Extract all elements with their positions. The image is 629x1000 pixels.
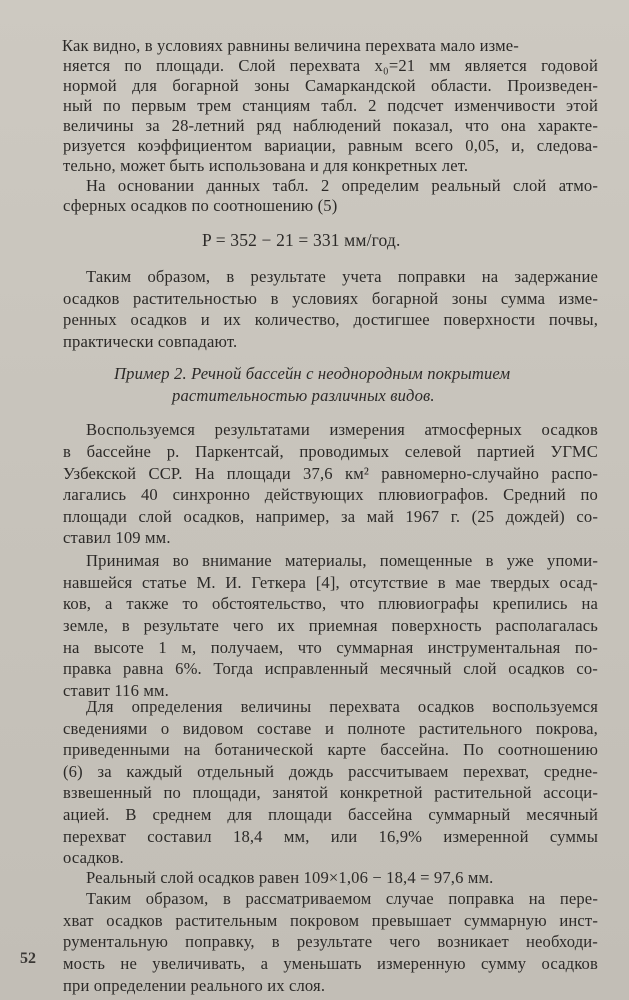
text-line: приведенными на ботанической карте бассейна. По соотношению	[63, 740, 598, 759]
text-line: мость не увеличивать, а уменьшать измеренную сумму осадков	[63, 954, 598, 973]
text-line: хват осадков растительным покровом превышает суммарную инст-	[63, 911, 598, 930]
text-line: Узбекской ССР. На площади 37,6 км² равномерно-случайно распо-	[63, 464, 598, 483]
text-line: Реальный слой осадков равен 109×1,06 − 18,4 = 97,6 мм.	[86, 868, 494, 887]
text-line: правка равна 6%. Тогда исправленный месячный слой осадков со-	[63, 659, 598, 678]
text-line: Воспользуемся результатами измерения атмосферных осадков	[86, 420, 598, 439]
page-number: 52	[20, 950, 36, 967]
text-line: тельно, может быть использована и для конкретных лет.	[63, 156, 469, 175]
text-line: навшейся статье М. И. Геткера [4], отсутствие в мае твердых осад-	[63, 573, 598, 592]
text-line: (6) за каждый отдельный дождь рассчитываем перехват, средне-	[63, 762, 598, 781]
text-line: лагались 40 синхронно действующих плювиографов. Средний по	[63, 485, 598, 504]
text-line: практически совпадают.	[63, 332, 238, 351]
text-line: величины за 28-летний ряд наблюдений показал, что она характе-	[63, 116, 598, 135]
text-line: в бассейне р. Паркентсай, проводимых селевой партией УГМС	[63, 442, 598, 461]
text-line: Таким образом, в рассматриваемом случае поправка на пере-	[86, 889, 598, 908]
text-line: на высоте 1 м, получаем, что суммарная инструментальная по-	[63, 638, 598, 657]
text-line: земле, в результате чего их приемная поверхность располагалась	[63, 616, 598, 635]
text-line: ный по первым трем станциям табл. 2 подсчет изменчивости этой	[63, 96, 598, 115]
text-line: сферных осадков по соотношению (5)	[63, 196, 338, 215]
formula: P = 352 − 21 = 331 мм/год.	[202, 230, 401, 250]
text-line: ков, а также то обстоятельство, что плювиографы крепились на	[63, 594, 598, 613]
text-line: Как видно, в условиях равнины величина перехвата мало изме-	[62, 36, 519, 55]
example-heading: растительностью различных видов.	[172, 386, 435, 405]
text-line: площади слой осадков, например, за май 1967 г. (25 дождей) со-	[63, 507, 598, 526]
text-line: ставил 109 мм.	[63, 528, 171, 547]
text-line: ризуется коэффициентом вариации, равным всего 0,05, и, следова-	[63, 136, 598, 155]
text-line: сведениями о видовом составе и полноте растительного покрова,	[63, 719, 598, 738]
text-line: ренных осадков и их количество, достигшее поверхности почвы,	[63, 310, 598, 329]
text-line: ацией. В среднем для площади бассейна суммарный месячный	[63, 805, 598, 824]
text-line: рументальную поправку, в результате чего возникает необходи-	[63, 932, 598, 951]
text-line: взвешенный по площади, занятой конкретной растительной ассоци-	[63, 783, 598, 802]
text-line: На основании данных табл. 2 определим реальный слой атмо-	[86, 176, 598, 195]
text-line: Для определения величины перехвата осадков воспользуемся	[86, 697, 598, 716]
text-line: осадков растительностью в условиях богарной зоны сумма изме-	[63, 289, 598, 308]
text-line: няется по площади. Слой перехвата x₀=21 мм является годовой	[63, 56, 598, 75]
text-line: при определении реального их слоя.	[63, 976, 326, 995]
text-line: осадков.	[63, 848, 124, 867]
text-line: Таким образом, в результате учета поправки на задержание	[86, 267, 598, 286]
text-line: Принимая во внимание материалы, помещенные в уже упоми-	[86, 551, 598, 570]
text-line: нормой для богарной зоны Самаркандской области. Произведен-	[63, 76, 598, 95]
text-line: перехват составил 18,4 мм, или 16,9% измеренной суммы	[63, 827, 598, 846]
text-line: ставит 116 мм.	[63, 681, 169, 700]
example-heading: Пример 2. Речной бассейн с неоднородным покрытием	[114, 364, 511, 383]
